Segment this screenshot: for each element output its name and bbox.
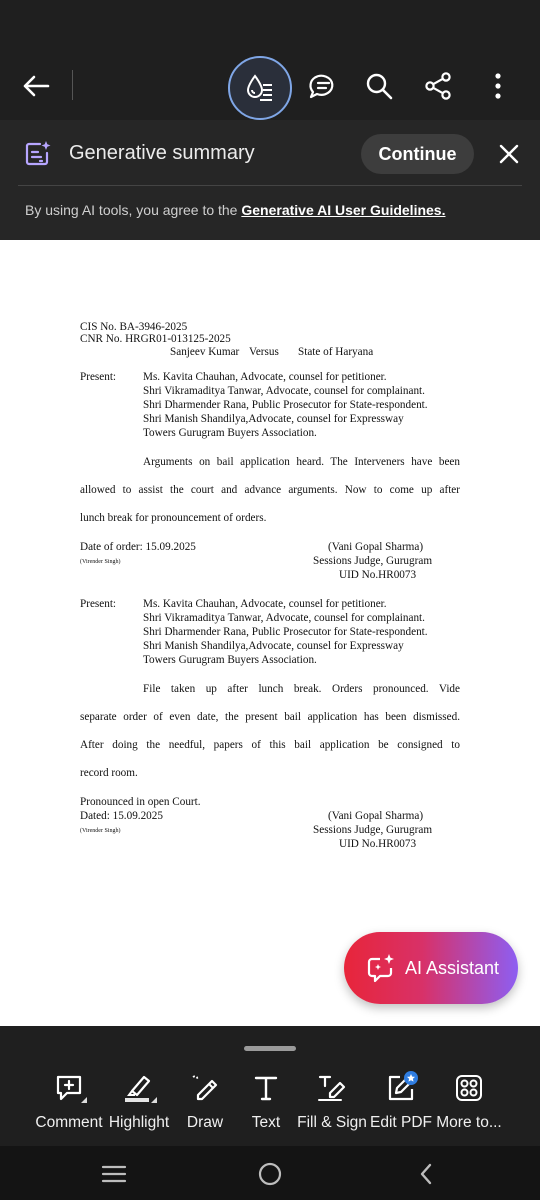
tool-label: Highlight	[108, 1114, 170, 1131]
tool-label: Edit PDF	[370, 1114, 433, 1131]
tool-label: Comment	[35, 1114, 103, 1131]
banner-title: Generative summary	[69, 142, 255, 164]
guidelines-link[interactable]: Generative AI User Guidelines.	[241, 202, 446, 218]
present-line: Shri Manish Shandilya,Advocate, counsel for Expressway	[143, 640, 404, 652]
judge-name: (Vani Gopal Sharma)	[328, 541, 424, 553]
search-icon[interactable]	[357, 64, 401, 108]
nav-back-icon[interactable]	[404, 1152, 448, 1196]
drag-handle[interactable]	[244, 1046, 296, 1051]
date-of-order: Date of order: 15.09.2025	[80, 541, 196, 553]
tool-text[interactable]	[246, 1070, 286, 1140]
order-paragraph-line: record room.	[80, 767, 138, 779]
tool-label: Fill & Sign	[297, 1114, 367, 1131]
present-line: Towers Gurugram Buyers Association.	[143, 427, 317, 439]
comment-add-icon	[49, 1070, 89, 1106]
party-respondent: State of Haryana	[298, 346, 374, 358]
generative-summary-icon	[18, 134, 58, 174]
order-paragraph-line: allowed to assist the court and advance arguments. Now to come up after	[80, 484, 460, 496]
ai-assistant-icon	[366, 953, 396, 983]
recents-icon[interactable]	[92, 1152, 136, 1196]
present-line: Shri Dharmender Rana, Public Prosecutor for State-respondent.	[143, 399, 428, 411]
disclaimer-text: By using AI tools, you agree to the	[25, 202, 242, 218]
present-label: Present:	[80, 598, 117, 610]
text-t-icon	[246, 1070, 286, 1106]
ai-assistant-button[interactable]	[344, 932, 518, 1004]
tool-label: Draw	[186, 1114, 224, 1131]
present-line: Towers Gurugram Buyers Association.	[143, 654, 317, 666]
clerk-name: (Virender Singh)	[80, 559, 121, 565]
continue-button[interactable]: Continue	[361, 134, 474, 174]
edit-pdf-icon	[381, 1070, 421, 1106]
order-paragraph-line: After doing the needful, papers of this bail application be consigned to	[80, 739, 460, 751]
read-mode-icon[interactable]	[228, 56, 292, 120]
ai-disclaimer	[25, 202, 445, 218]
judge-uid: UID No.HR0073	[339, 569, 417, 581]
tool-draw[interactable]	[185, 1070, 225, 1140]
home-icon[interactable]	[248, 1152, 292, 1196]
order-paragraph-line: separate order of even date, the present bail application has been dismissed.	[80, 711, 460, 723]
toolbar-divider	[72, 70, 73, 100]
present-line: Shri Dharmender Rana, Public Prosecutor for State-respondent.	[143, 626, 428, 638]
pen-draw-icon	[185, 1070, 225, 1106]
present-line: Ms. Kavita Chauhan, Advocate, counsel for petitioner.	[143, 598, 387, 610]
close-icon[interactable]	[490, 134, 528, 174]
judge-name: (Vani Gopal Sharma)	[328, 810, 424, 822]
cis-number: CIS No. BA-3946-2025	[80, 321, 188, 333]
clerk-name: (Virender Singh)	[80, 828, 121, 834]
tool-fill-sign[interactable]	[298, 1070, 366, 1140]
share-icon[interactable]	[416, 64, 460, 108]
tool-label: Text	[251, 1114, 281, 1131]
judge-uid: UID No.HR0073	[339, 838, 417, 850]
present-label: Present:	[80, 371, 117, 383]
order-paragraph-line: lunch break for pronouncement of orders.	[80, 512, 267, 524]
more-tools-grid-icon	[449, 1070, 489, 1106]
present-line: Shri Vikramaditya Tanwar, Advocate, counsel for complainant.	[143, 612, 425, 624]
back-arrow-icon[interactable]	[14, 64, 58, 108]
party-versus: Versus	[249, 346, 279, 358]
present-line: Ms. Kavita Chauhan, Advocate, counsel for petitioner.	[143, 371, 387, 383]
judge-title: Sessions Judge, Gurugram	[313, 824, 433, 836]
tool-highlight[interactable]	[107, 1070, 171, 1140]
dated-text: Dated: 15.09.2025	[80, 810, 163, 822]
order-paragraph-line: File taken up after lunch break. Orders pronounced. Vide	[143, 683, 460, 695]
order-paragraph-line: Arguments on bail application heard. The Interveners have been	[143, 456, 460, 468]
party-petitioner: Sanjeev Kumar	[170, 346, 240, 358]
cnr-number: CNR No. HRGR01-013125-2025	[80, 333, 231, 345]
banner-divider	[18, 185, 522, 186]
ai-assistant-label: AI Assistant	[405, 957, 500, 978]
highlighter-icon	[119, 1070, 159, 1106]
comments-icon[interactable]	[300, 64, 344, 108]
judge-title: Sessions Judge, Gurugram	[313, 555, 433, 567]
present-line: Shri Manish Shandilya,Advocate, counsel for Expressway	[143, 413, 404, 425]
tool-more[interactable]	[436, 1070, 502, 1140]
present-line: Shri Vikramaditya Tanwar, Advocate, counsel for complainant.	[143, 385, 425, 397]
tool-edit-pdf[interactable]	[370, 1070, 433, 1140]
fill-sign-icon	[312, 1070, 352, 1106]
more-vertical-icon[interactable]	[476, 64, 520, 108]
tool-comment[interactable]	[36, 1070, 102, 1140]
tool-label: More to...	[436, 1114, 502, 1131]
pronounced-text: Pronounced in open Court.	[80, 796, 201, 808]
